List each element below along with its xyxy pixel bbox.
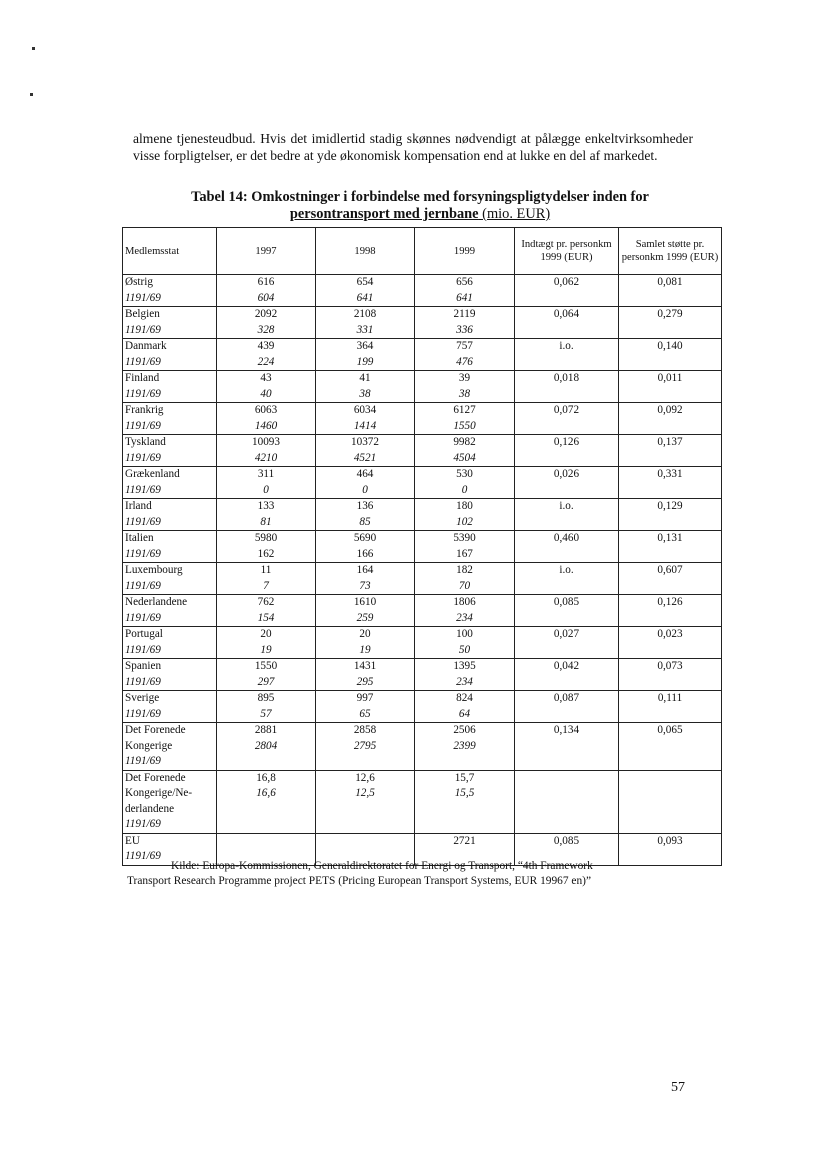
regulation-cost-value: 328 <box>257 323 275 336</box>
revenue-cell: i.o. <box>515 339 619 371</box>
caption-line-2 <box>120 206 720 223</box>
member-state-name: Nederlandene <box>125 596 188 608</box>
total-cost-value: 757 <box>456 340 473 352</box>
source-line-1: Kilde: Europa-Kommissionen, Generaldirektoratet for Energi og Transport, “4th Framework <box>171 860 593 872</box>
cost-cell-1999 <box>415 339 515 371</box>
regulation-cost-value: 57 <box>260 707 272 720</box>
cost-cell-1998 <box>316 371 415 403</box>
total-cost-value: 16,8 <box>256 771 276 784</box>
member-state-cell <box>123 627 217 659</box>
support-cell: 0,065 <box>619 723 722 771</box>
total-cost-value: 2506 <box>453 724 476 736</box>
support-cell: 0,607 <box>619 563 722 595</box>
table-row <box>123 467 722 499</box>
regulation-cost-value: 4521 <box>353 451 377 464</box>
regulation-ref: 1191/69 <box>125 547 161 560</box>
total-cost-value: 1806 <box>453 596 476 608</box>
table-row <box>123 627 722 659</box>
member-state-name: Finland <box>125 372 160 384</box>
support-cell: 0,126 <box>619 595 722 627</box>
cost-cell-1999 <box>415 595 515 627</box>
cost-cell-1999 <box>415 403 515 435</box>
regulation-ref: 1191/69 <box>125 675 161 688</box>
total-cost-value: 43 <box>260 372 272 384</box>
cost-cell-1997 <box>217 531 316 563</box>
total-cost-value: 100 <box>456 628 473 640</box>
total-cost-value: 5980 <box>254 532 278 544</box>
regulation-cost-value: 15,5 <box>454 787 475 799</box>
regulation-cost-value: 19 <box>359 643 371 656</box>
support-cell: 0,279 <box>619 307 722 339</box>
regulation-cost-value: 4504 <box>453 451 476 464</box>
cost-cell-1998 <box>316 627 415 659</box>
header-1997: 1997 <box>217 228 316 275</box>
regulation-cost-value: 162 <box>257 547 275 560</box>
member-state-name: Spanien <box>125 660 162 672</box>
regulation-cost-value: 2795 <box>353 739 377 752</box>
member-state-name: EU <box>125 834 140 847</box>
support-cell: 0,073 <box>619 659 722 691</box>
cost-cell-1997 <box>217 627 316 659</box>
member-state-cell <box>123 275 217 307</box>
caption-line-2-normal: (mio. EUR) <box>478 206 551 222</box>
support-cell: 0,137 <box>619 435 722 467</box>
regulation-cost-value: 70 <box>458 579 471 592</box>
regulation-cost-value: 2399 <box>453 739 476 752</box>
regulation-ref: 1191/69 <box>125 643 161 656</box>
regulation-cost-value: 4210 <box>254 451 278 464</box>
total-cost-value: 5690 <box>353 532 377 544</box>
cost-cell-1997 <box>217 691 316 723</box>
regulation-cost-value: 0 <box>362 483 368 496</box>
member-state-cell <box>123 723 217 771</box>
cost-cell-1999 <box>415 499 515 531</box>
total-cost-value: 39 <box>458 372 471 384</box>
total-cost-value: 439 <box>257 340 275 352</box>
total-cost-value: 15,7 <box>454 771 475 784</box>
table-body <box>123 275 722 866</box>
table-row <box>123 770 722 833</box>
total-cost-value: 464 <box>356 468 374 480</box>
cost-cell-1999 <box>415 531 515 563</box>
source-line-2: Transport Research Programme project PETS (Pricing European Transport Systems, EUR 19967 en)” <box>127 875 592 887</box>
cost-cell-1999 <box>415 307 515 339</box>
member-state-name: Det Forenede Kongerige/Ne-derlandene <box>125 771 193 815</box>
support-cell: 0,011 <box>619 371 722 403</box>
total-cost-value: 654 <box>356 276 374 288</box>
regulation-cost-value: 0 <box>461 483 468 496</box>
total-cost-value: 10093 <box>252 436 280 448</box>
total-cost-value: 2119 <box>453 308 476 320</box>
cost-cell-1997 <box>217 435 316 467</box>
total-cost-value: 10372 <box>351 436 379 448</box>
cost-cell-1998 <box>316 563 415 595</box>
cost-cell-1999 <box>415 563 515 595</box>
regulation-cost-value: 19 <box>260 643 272 656</box>
intro-paragraph: almene tjenesteudbud. Hvis det imidlertid stadig skønnes nødvendigt at pålægge enkeltvirksomheder visse forpligtelser, er det bedre at yde økonomisk kompensation end at lukke en del af markedet. <box>133 130 693 164</box>
member-state-name: Sverige <box>125 692 160 704</box>
total-cost-value: 895 <box>257 692 275 704</box>
revenue-cell: 0,062 <box>515 275 619 307</box>
cost-cell-1999 <box>415 659 515 691</box>
caption-line-2-bold: persontransport med jernbane <box>289 206 479 222</box>
total-cost-value: 5390 <box>453 532 476 544</box>
regulation-cost-value: 154 <box>257 611 275 624</box>
cost-table <box>122 227 722 866</box>
revenue-cell: 0,026 <box>515 467 619 499</box>
total-cost-value: 180 <box>456 500 473 512</box>
member-state-name: Grækenland <box>125 468 180 480</box>
cost-cell-1998 <box>316 435 415 467</box>
regulation-cost-value: 64 <box>458 707 471 720</box>
regulation-cost-value: 295 <box>356 675 374 688</box>
regulation-cost-value: 40 <box>260 387 272 400</box>
regulation-cost-value: 73 <box>359 579 371 592</box>
table-row <box>123 691 722 723</box>
regulation-ref: 1191/69 <box>125 707 161 720</box>
total-cost-value: 182 <box>456 564 473 576</box>
support-cell: 0,111 <box>619 691 722 723</box>
cost-cell-1998 <box>316 403 415 435</box>
regulation-ref: 1191/69 <box>125 850 161 862</box>
revenue-cell: 0,460 <box>515 531 619 563</box>
revenue-cell: 0,134 <box>515 723 619 771</box>
regulation-cost-value: 297 <box>257 675 275 688</box>
member-state-name: Tyskland <box>125 436 166 448</box>
regulation-cost-value: 604 <box>257 291 275 304</box>
member-state-cell <box>123 307 217 339</box>
member-state-name: Luxembourg <box>125 564 183 576</box>
support-cell: 0,331 <box>619 467 722 499</box>
cost-cell-1998 <box>316 275 415 307</box>
member-state-cell <box>123 467 217 499</box>
regulation-cost-value: 1550 <box>453 419 476 432</box>
regulation-cost-value: 50 <box>458 643 471 656</box>
total-cost-value: 136 <box>356 500 374 512</box>
cost-cell-1998 <box>316 595 415 627</box>
member-state-name: Det Forenede Kongerige <box>125 724 186 752</box>
member-state-cell <box>123 563 217 595</box>
revenue-cell: 0,087 <box>515 691 619 723</box>
total-cost-value: 133 <box>257 500 275 512</box>
revenue-cell: 0,027 <box>515 627 619 659</box>
table-row <box>123 307 722 339</box>
cost-cell-1999 <box>415 723 515 771</box>
cost-cell-1997 <box>217 723 316 771</box>
member-state-cell <box>123 659 217 691</box>
cost-cell-1997 <box>217 595 316 627</box>
table-row <box>123 339 722 371</box>
total-cost-value: 6063 <box>254 404 278 416</box>
member-state-cell <box>123 403 217 435</box>
cost-cell-1998 <box>316 307 415 339</box>
member-state-cell <box>123 691 217 723</box>
table-row <box>123 563 722 595</box>
total-cost-value: 9982 <box>453 436 476 448</box>
revenue-cell: 0,085 <box>515 595 619 627</box>
total-cost-value: 364 <box>356 340 374 352</box>
total-cost-value: 2108 <box>353 308 377 320</box>
total-cost-value: 530 <box>456 468 473 480</box>
member-state-cell <box>123 770 217 833</box>
regulation-cost-value: 166 <box>356 547 374 560</box>
cost-cell-1998 <box>316 659 415 691</box>
revenue-cell: 0,018 <box>515 371 619 403</box>
member-state-name: Irland <box>125 500 152 512</box>
revenue-cell: i.o. <box>515 563 619 595</box>
regulation-cost-value: 12,5 <box>355 787 375 799</box>
regulation-ref: 1191/69 <box>125 818 161 830</box>
total-cost-value: 12,6 <box>355 771 375 784</box>
member-state-cell <box>123 499 217 531</box>
header-1998: 1998 <box>316 228 415 275</box>
total-cost-value: 164 <box>356 564 374 576</box>
regulation-cost-value: 38 <box>458 387 471 400</box>
regulation-cost-value: 0 <box>263 483 269 496</box>
regulation-cost-value: 102 <box>456 515 473 528</box>
cost-cell-1999 <box>415 371 515 403</box>
regulation-ref: 1191/69 <box>125 579 161 592</box>
total-cost-value: 1395 <box>453 660 476 672</box>
cost-cell-1998 <box>316 499 415 531</box>
total-cost-value: 41 <box>359 372 371 384</box>
cost-cell-1998 <box>316 339 415 371</box>
table-row <box>123 371 722 403</box>
scan-mark <box>32 47 35 50</box>
total-cost-value: 762 <box>257 596 275 608</box>
total-cost-value: 2092 <box>254 308 278 320</box>
table-row <box>123 723 722 771</box>
cost-cell-1999 <box>415 627 515 659</box>
header-support: Samlet støtte pr. personkm 1999 (EUR) <box>619 228 722 275</box>
support-cell <box>619 770 722 833</box>
regulation-cost-value: 331 <box>356 323 374 336</box>
cost-cell-1998 <box>316 723 415 771</box>
table-row <box>123 659 722 691</box>
member-state-name: Frankrig <box>125 404 164 416</box>
revenue-cell: 0,042 <box>515 659 619 691</box>
member-state-cell <box>123 435 217 467</box>
regulation-cost-value: 1460 <box>254 419 278 432</box>
header-member-state: Medlemsstat <box>123 228 217 275</box>
cost-cell-1998 <box>316 467 415 499</box>
support-cell: 0,129 <box>619 499 722 531</box>
regulation-ref: 1191/69 <box>125 419 161 432</box>
regulation-cost-value: 234 <box>456 675 473 688</box>
revenue-cell: 0,072 <box>515 403 619 435</box>
member-state-name: Danmark <box>125 340 167 352</box>
cost-cell-1999 <box>415 467 515 499</box>
regulation-cost-value: 641 <box>456 291 473 304</box>
cost-cell-1997 <box>217 275 316 307</box>
regulation-ref: 1191/69 <box>125 483 161 496</box>
total-cost-value: 824 <box>456 692 473 704</box>
regulation-cost-value: 2804 <box>254 739 278 752</box>
total-cost-value: 6127 <box>453 404 476 416</box>
total-cost-value: 311 <box>257 468 275 480</box>
cost-cell-1997 <box>217 467 316 499</box>
member-state-name: Italien <box>125 532 154 544</box>
total-cost-value: 1610 <box>353 596 377 608</box>
regulation-cost-value: 476 <box>456 355 473 368</box>
table-row <box>123 499 722 531</box>
table-row <box>123 275 722 307</box>
regulation-cost-value: 1414 <box>353 419 377 432</box>
total-cost-value: 1431 <box>353 660 377 672</box>
regulation-cost-value: 7 <box>263 579 269 592</box>
revenue-cell: 0,064 <box>515 307 619 339</box>
member-state-name: Belgien <box>125 308 160 320</box>
header-1999: 1999 <box>415 228 515 275</box>
scan-mark <box>30 93 33 96</box>
page-number: 57 <box>671 1080 685 1095</box>
support-cell: 0,140 <box>619 339 722 371</box>
member-state-name: Østrig <box>125 276 153 288</box>
regulation-cost-value: 336 <box>456 323 473 336</box>
regulation-cost-value: 81 <box>260 515 272 528</box>
member-state-cell <box>123 371 217 403</box>
member-state-cell <box>123 531 217 563</box>
support-cell: 0,023 <box>619 627 722 659</box>
support-cell: 0,131 <box>619 531 722 563</box>
regulation-cost-value: 259 <box>356 611 374 624</box>
regulation-ref: 1191/69 <box>125 387 161 400</box>
regulation-cost-value: 167 <box>456 547 473 560</box>
source-note <box>127 859 727 889</box>
regulation-ref: 1191/69 <box>125 611 161 624</box>
total-cost-value: 616 <box>257 276 275 288</box>
revenue-cell: i.o. <box>515 499 619 531</box>
revenue-cell: 0,085 <box>515 833 619 865</box>
regulation-cost-value: 199 <box>356 355 374 368</box>
cost-cell-1997 <box>217 371 316 403</box>
table-row <box>123 531 722 563</box>
regulation-ref: 1191/69 <box>125 355 161 368</box>
table-caption <box>120 189 720 223</box>
cost-cell-1997 <box>217 563 316 595</box>
total-cost-value: 6034 <box>353 404 377 416</box>
regulation-ref: 1191/69 <box>125 515 161 528</box>
cost-cell-1998 <box>316 691 415 723</box>
cost-cell-1997 <box>217 339 316 371</box>
regulation-cost-value: 85 <box>359 515 371 528</box>
caption-line-1: Tabel 14: Omkostninger i forbindelse med forsyningspligtydelser inden for <box>191 189 649 205</box>
regulation-ref: 1191/69 <box>125 755 161 767</box>
member-state-cell <box>123 595 217 627</box>
total-cost-value: 2721 <box>453 834 476 847</box>
cost-cell-1997 <box>217 403 316 435</box>
support-cell: 0,092 <box>619 403 722 435</box>
table-row <box>123 403 722 435</box>
table-row <box>123 435 722 467</box>
revenue-cell: 0,126 <box>515 435 619 467</box>
cost-cell-1997 <box>217 770 316 833</box>
cost-cell-1997 <box>217 659 316 691</box>
total-cost-value: 1550 <box>254 660 278 672</box>
header-revenue: Indtægt pr. personkm 1999 (EUR) <box>515 228 619 275</box>
cost-cell-1999 <box>415 691 515 723</box>
support-cell: 0,093 <box>619 833 722 865</box>
regulation-cost-value: 224 <box>257 355 275 368</box>
total-cost-value: 656 <box>456 276 473 288</box>
cost-cell-1999 <box>415 275 515 307</box>
total-cost-value: 20 <box>260 628 272 640</box>
total-cost-value: 2858 <box>353 724 377 736</box>
total-cost-value: 11 <box>260 564 272 576</box>
regulation-cost-value: 38 <box>359 387 371 400</box>
revenue-cell <box>515 770 619 833</box>
support-cell: 0,081 <box>619 275 722 307</box>
member-state-name: Portugal <box>125 628 163 640</box>
regulation-ref: 1191/69 <box>125 323 161 336</box>
total-cost-value: 997 <box>356 692 374 704</box>
table-row <box>123 595 722 627</box>
cost-cell-1997 <box>217 499 316 531</box>
regulation-ref: 1191/69 <box>125 291 161 304</box>
member-state-cell <box>123 339 217 371</box>
cost-cell-1999 <box>415 770 515 833</box>
regulation-cost-value: 234 <box>456 611 473 624</box>
cost-cell-1997 <box>217 307 316 339</box>
regulation-cost-value: 16,6 <box>256 787 276 799</box>
cost-cell-1998 <box>316 531 415 563</box>
total-cost-value: 20 <box>359 628 371 640</box>
regulation-cost-value: 641 <box>356 291 374 304</box>
regulation-cost-value: 65 <box>359 707 371 720</box>
cost-cell-1998 <box>316 770 415 833</box>
cost-cell-1999 <box>415 435 515 467</box>
total-cost-value: 2881 <box>254 724 278 736</box>
regulation-ref: 1191/69 <box>125 451 161 464</box>
